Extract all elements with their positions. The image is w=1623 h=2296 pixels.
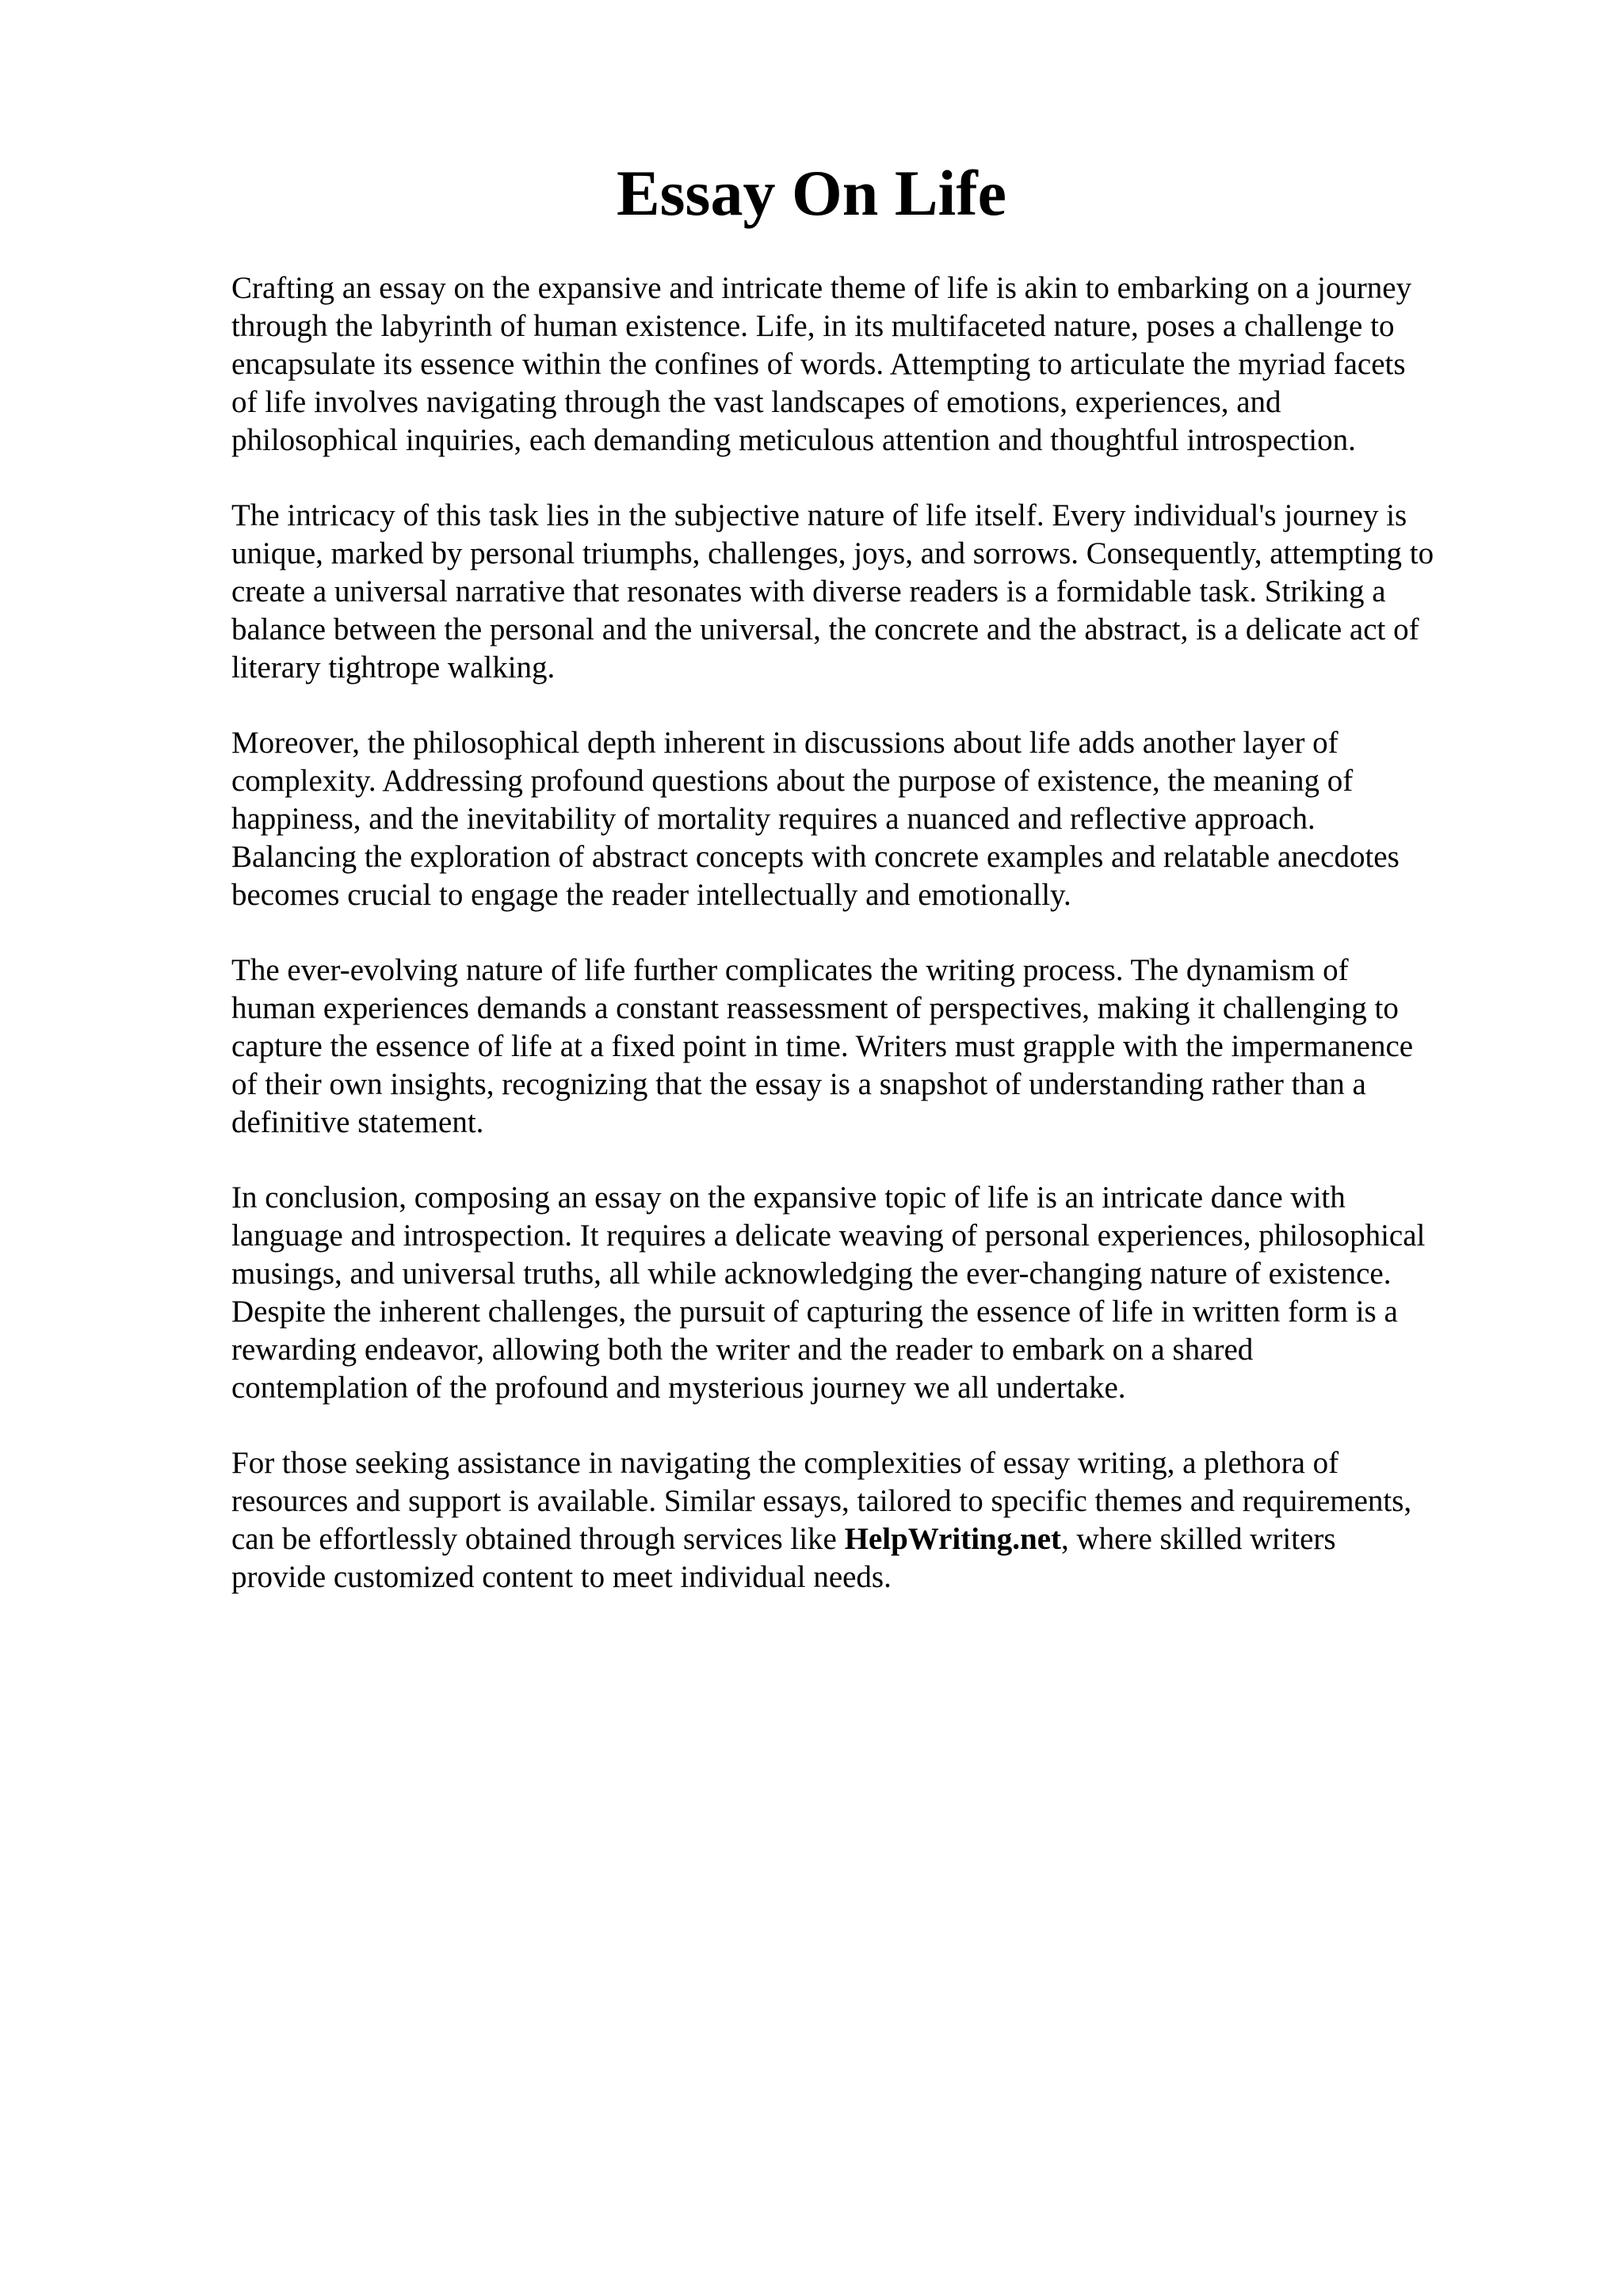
paragraph-1 [231, 269, 1515, 460]
text-line: create a universal narrative that resonates with diverse readers is a formidable task. Striking a [231, 574, 1386, 608]
text-line: philosophical inquiries, each demanding meticulous attention and thoughtful introspection. [231, 423, 1356, 457]
text-line: In conclusion, composing an essay on the expansive topic of life is an intricate dance with [231, 1180, 1346, 1215]
text-line: unique, marked by personal triumphs, challenges, joys, and sorrows. Consequently, attempting to [231, 536, 1434, 570]
text-line: balance between the personal and the universal, the concrete and the abstract, is a delicate act of [231, 612, 1419, 646]
text-line: complexity. Addressing profound questions about the purpose of existence, the meaning of [231, 764, 1354, 798]
text-line: resources and support is available. Similar essays, tailored to specific themes and requirements, [231, 1484, 1412, 1518]
text-line: of life involves navigating through the vast landscapes of emotions, experiences, and [231, 385, 1281, 419]
text-line: human experiences demands a constant reassessment of perspectives, making it challenging to [231, 991, 1399, 1025]
text-line: of their own insights, recognizing that the essay is a snapshot of understanding rather than a [231, 1067, 1366, 1101]
text-line: provide customized content to meet individual needs. [231, 1560, 892, 1594]
helpwriting-link[interactable]: HelpWriting.net [844, 1522, 1061, 1556]
text-line: Crafting an essay on the expansive and intricate theme of life is akin to embarking on a journey [231, 271, 1412, 305]
text-line: definitive statement. [231, 1105, 484, 1139]
text-line: capture the essence of life at a fixed point in time. Writers must grapple with the impermanence [231, 1029, 1414, 1063]
text-line: encapsulate its essence within the confines of words. Attempting to articulate the myriad facets [231, 347, 1406, 381]
text-line: literary tightrope walking. [231, 650, 556, 685]
essay-body [231, 269, 1515, 1634]
text-line: musings, and universal truths, all while acknowledging the ever-changing nature of existence. [231, 1257, 1392, 1291]
text-line: The ever-evolving nature of life further complicates the writing process. The dynamism of [231, 953, 1349, 987]
text-line: rewarding endeavor, allowing both the writer and the reader to embark on a shared [231, 1333, 1254, 1367]
paragraph-closing [231, 1444, 1515, 1596]
paragraph-5 [231, 1179, 1515, 1407]
text-line-with-link [231, 1520, 1515, 1558]
text-line: Moreover, the philosophical depth inherent in discussions about life adds another layer of [231, 726, 1338, 760]
text-line: The intricacy of this task lies in the subjective nature of life itself. Every individual's journey is [231, 498, 1407, 532]
paragraph-3 [231, 724, 1515, 914]
paragraph-2 [231, 497, 1515, 687]
text-line: Balancing the exploration of abstract concepts with concrete examples and relatable anecdotes [231, 840, 1400, 874]
text-fragment: , where skilled writers [1061, 1522, 1336, 1556]
text-line: contemplation of the profound and mysterious journey we all undertake. [231, 1371, 1126, 1405]
text-line: Despite the inherent challenges, the pursuit of capturing the essence of life in written form is a [231, 1295, 1398, 1329]
text-line: happiness, and the inevitability of mortality requires a nuanced and reflective approach. [231, 802, 1316, 836]
text-line: through the labyrinth of human existence. Life, in its multifaceted nature, poses a challenge to [231, 309, 1395, 343]
essay-title: Essay On Life [616, 157, 1007, 229]
text-fragment: can be effortlessly obtained through services like [231, 1522, 845, 1556]
text-line: becomes crucial to engage the reader intellectually and emotionally. [231, 878, 1071, 912]
text-line: For those seeking assistance in navigating the complexities of essay writing, a plethora of [231, 1446, 1339, 1480]
paragraph-4 [231, 952, 1515, 1142]
text-line: language and introspection. It requires a delicate weaving of personal experiences, philosophical [231, 1219, 1426, 1253]
